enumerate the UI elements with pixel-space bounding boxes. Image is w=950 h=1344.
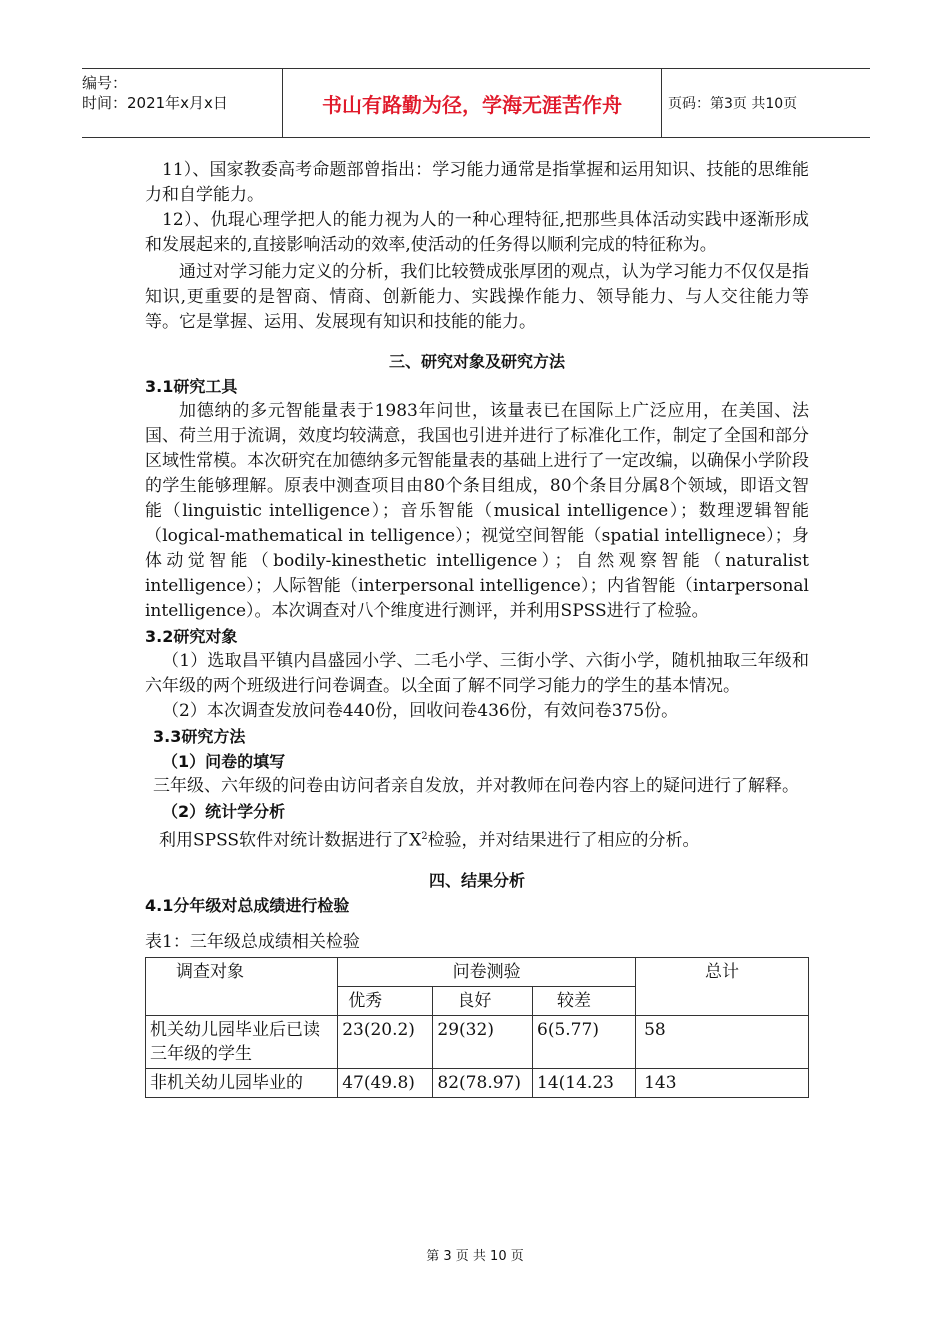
section-3-1-text: 加德纳的多元智能量表于1983年问世，该量表已在国际上广泛应用，在美国、法国、荷兰用于流调，效度均较满意，我国也引进并进行了标准化工作，制定了全国和部分区域性常模。本次研究在加德纳多元智能量表的基础上进行了一定改编，以确保小学阶段的学生能够理解。原表中测查项目由80个条目组成，80个条目分属8个领域，即语文智能（linguistic intelligence）；音乐智能（musical intelligence）；数理逻辑智能（logical-mathematical in telligence）；视觉空间智能（spatial intellignece）；身体动觉智能（bodily-kinesthetic intelligence）；自然观察智能（naturalist intelligence）；人际智能（interpersonal intelligence）；内省智能（intarpersonal intelligence）。本次调查对八个维度进行测评，并利用SPSS进行了检验。 (145, 401, 809, 621)
col-total-header: 总计 (636, 957, 809, 1015)
document-body (145, 158, 809, 1098)
row-good: 29(32) (433, 1015, 533, 1068)
section-4-1-title: 4.1分年级对总成绩进行检验 (145, 895, 350, 915)
header-meta (82, 69, 282, 141)
row-total: 143 (636, 1068, 809, 1097)
section-3-2-title: 3.2研究对象 (145, 627, 238, 646)
section-3-3-sub-1: （1）问卷的填写 (162, 752, 286, 771)
table-caption: 表1：三年级总成绩相关检验 (145, 931, 360, 952)
header-number-label: 编号： (82, 74, 128, 92)
table-row (146, 1015, 809, 1068)
chi-test-text-post: 检验，并对结果进行了相应的分析。 (427, 830, 700, 851)
row-good: 82(78.97) (433, 1068, 533, 1097)
section-3-title: 三、研究对象及研究方法 (388, 352, 565, 371)
row-poor: 6(5.77) (533, 1015, 636, 1068)
row-subject: 非机关幼儿园毕业的 (146, 1068, 338, 1097)
header-page-info: 页码：第3页 共10页 (668, 96, 798, 112)
section-3-1-title: 3.1研究工具 (145, 377, 238, 396)
sub-col-poor: 较差 (533, 986, 636, 1015)
chi-test-text-pre: 利用SPSS软件对统计数据进行了X (159, 830, 422, 851)
table-header-row (146, 957, 809, 986)
col-test-header: 问卷测验 (338, 957, 636, 986)
results-table (145, 957, 809, 1098)
section-3-3-text-2 (145, 824, 809, 854)
paragraph-11: 11）、国家教委高考命题部曾指出：学习能力通常是指掌握和运用知识、技能的思维能力和自学能力。 (145, 160, 809, 205)
section-3-2-item-2: （2）本次调查发放问卷440份，回收问卷436份，有效问卷375份。 (162, 701, 679, 721)
col-subject-header: 调查对象 (146, 957, 338, 1015)
section-4-title: 四、结果分析 (428, 870, 525, 890)
row-subject: 机关幼儿园毕业后已读三年级的学生 (146, 1015, 338, 1068)
header-time-label: 时间：2021年x月x日 (82, 94, 228, 112)
section-3-2-item-1: （1）选取昌平镇内昌盛园小学、二毛小学、三街小学、六街小学，随机抽取三年级和六年级的两个班级进行问卷调查。以全面了解不同学习能力的学生的基本情况。 (145, 651, 809, 696)
sub-col-good: 良好 (433, 986, 533, 1015)
header-motto: 书山有路勤为径，学海无涯苦作舟 (282, 69, 662, 137)
sub-col-excellent: 优秀 (338, 986, 433, 1015)
row-poor: 14(14.23 (533, 1068, 636, 1097)
row-total: 58 (636, 1015, 809, 1068)
row-excellent: 47(49.8) (338, 1068, 433, 1097)
section-3-3-sub-2: （2）统计学分析 (162, 802, 286, 821)
section-3-3-text-1: 三年级、六年级的问卷由访问者亲自发放，并对教师在问卷内容上的疑问进行了解释。 (153, 776, 799, 796)
page-footer: 第 3 页 共 10 页 (426, 1249, 524, 1264)
table-row (146, 1068, 809, 1097)
row-excellent: 23(20.2) (338, 1015, 433, 1068)
page-header (82, 68, 870, 138)
section-3-3-title: 3.3研究方法 (153, 727, 246, 746)
paragraph-12: 12）、仇琨心理学把人的能力视为人的一种心理特征,把那些具体活动实践中逐渐形成和发展起来的,直接影响活动的效率,使活动的任务得以顺利完成的特征称为。 (145, 210, 809, 255)
chi-square-superscript: 2 (421, 831, 428, 842)
paragraph-analysis: 通过对学习能力定义的分析，我们比较赞成张厚团的观点，认为学习能力不仅仅是指知识,更重要的是智商、情商、创新能力、实践操作能力、领导能力、与人交往能力等等。它是掌握、运用、发展现有知识和技能的能力。 (145, 262, 809, 332)
